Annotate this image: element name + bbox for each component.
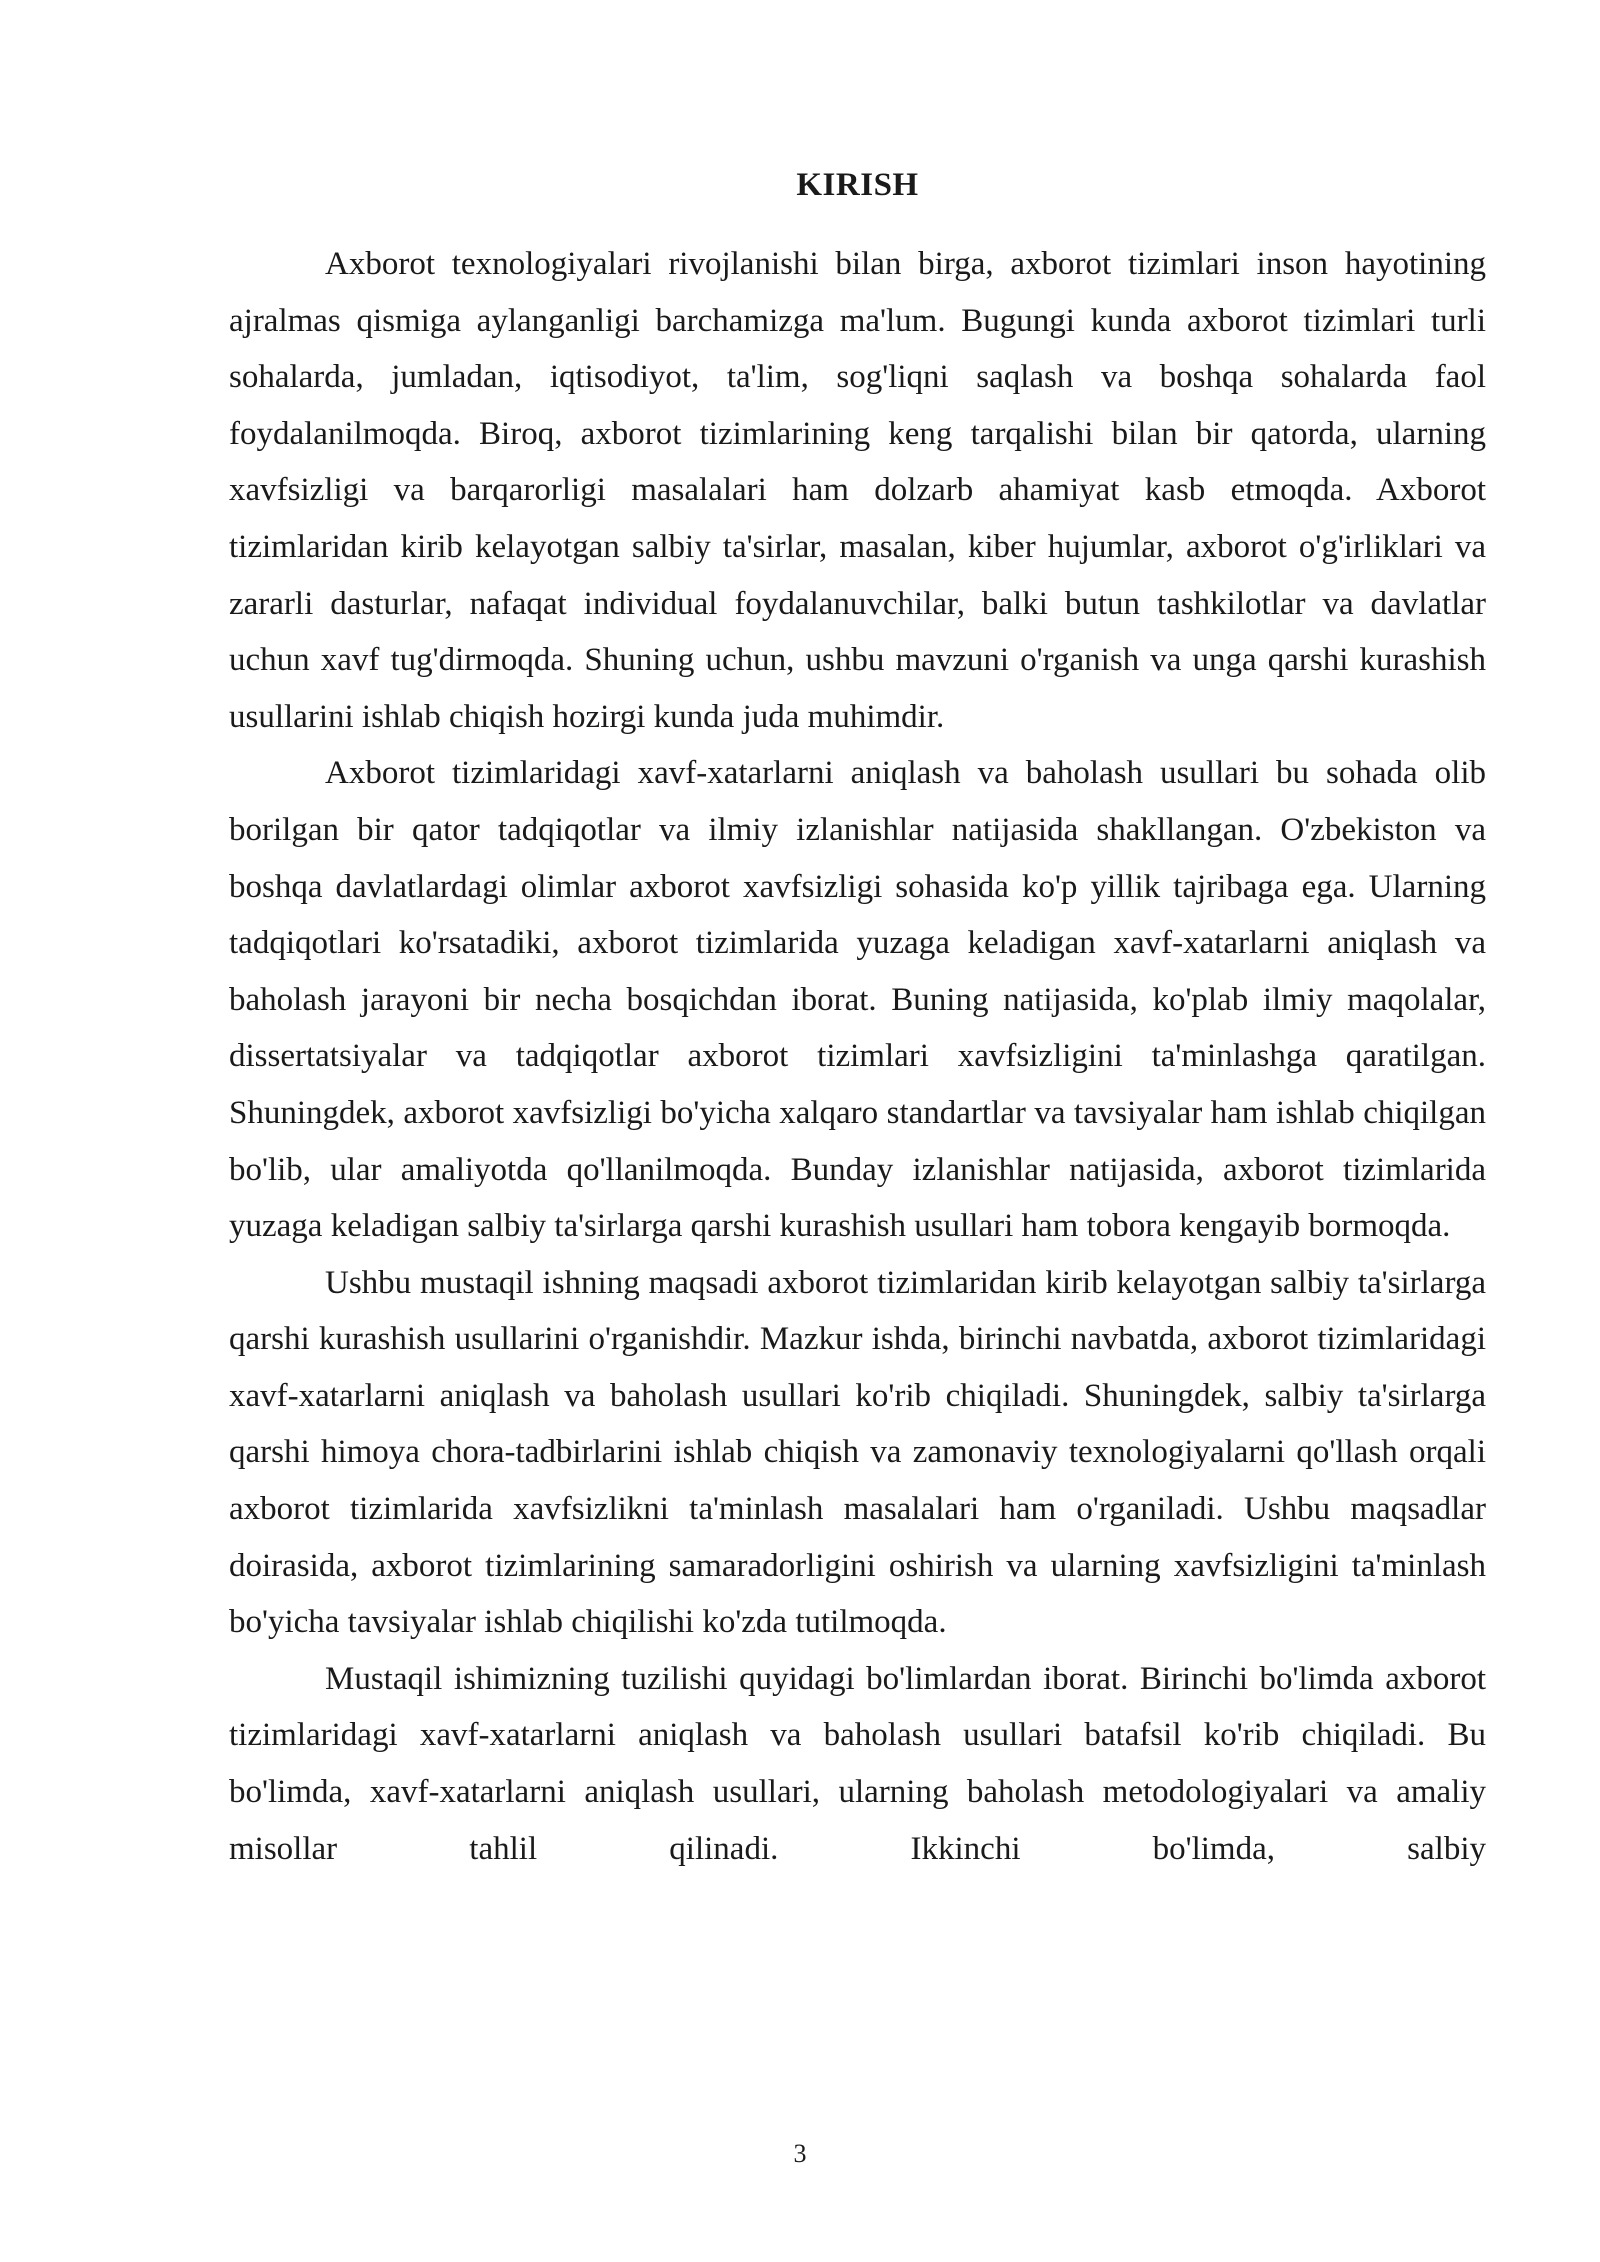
page-number: 3: [793, 2139, 807, 2168]
paragraph-structure: Mustaqil ishimizning tuzilishi quyidagi bo'limlardan iborat. Birinchi bo'limda axborot tizimlaridagi xavf-xatarlarni aniqlash va baholash usullari batafsil ko'rib chiqiladi. Bu bo'limda, xavf-xatarlarni aniqlash usullari, ularning baholash metodologiyalari va amaliy misollar tahlil qilinadi. Ikkinchi bo'limda, salbiy: [229, 1660, 1486, 1867]
paragraph-goal: Ushbu mustaqil ishning maqsadi axborot tizimlaridan kirib kelayotgan salbiy ta'sirlarga qarshi kurashish usullarini o'rganishdir. Mazkur ishda, birinchi navbatda, axborot tizimlaridagi xavf-xatarlarni aniqlash va baholash usullari ko'rib chiqiladi. Shuningdek, salbiy ta'sirlarga qarshi himoya chora-tadbirlarini ishlab chiqish va zamonaviy texnologiyalarni qo'llash orqali axborot tizimlarida xavfsizlikni ta'minlash masalalari ham o'rganiladi. Ushbu maqsadlar doirasida, axborot tizimlarining samaradorligini oshirish va ularning xavfsizligini ta'minlash bo'yicha tavsiyalar ishlab chiqilishi ko'zda tutilmoqda.: [229, 1264, 1486, 1641]
paragraph-research: Axborot tizimlaridagi xavf-xatarlarni aniqlash va baholash usullari bu sohada olib borilgan bir qator tadqiqotlar va ilmiy izlanishlar natijasida shakllangan. O'zbekiston va boshqa davlatlardagi olimlar axborot xavfsizligi sohasida ko'p yillik tajribaga ega. Ularning tadqiqotlari ko'rsatadiki, axborot tizimlarida yuzaga keladigan xavf-xatarlarni aniqlash va baholash jarayoni bir necha bosqichdan iborat. Buning natijasida, ko'plab ilmiy maqolalar, dissertatsiyalar va tadqiqotlar axborot tizimlari xavfsizligini ta'minlashga qaratilgan. Shuningdek, axborot xavfsizligi bo'yicha xalqaro standartlar va tavsiyalar ham ishlab chiqilgan bo'lib, ular amaliyotda qo'llanilmoqda. Bunday izlanishlar natijasida, axborot tizimlarida yuzaga keladigan salbiy ta'sirlarga qarshi kurashish usullari ham tobora kengayib bormoqda.: [229, 755, 1486, 1245]
document-page: [229, 160, 1486, 1877]
section-title: KIRISH: [796, 167, 919, 203]
paragraph-intro: Axborot texnologiyalari rivojlanishi bilan birga, axborot tizimlari inson hayotining ajralmas qismiga aylanganligi barchamizga ma'lum. Bugungi kunda axborot tizimlari turli sohalarda, jumladan, iqtisodiyot, ta'lim, sog'liqni saqlash va boshqa sohalarda faol foydalanilmoqda. Biroq, axborot tizimlarining keng tarqalishi bilan bir qatorda, ularning xavfsizligi va barqarorligi masalalari ham dolzarb ahamiyat kasb etmoqda. Axborot tizimlaridan kirib kelayotgan salbiy ta'sirlar, masalan, kiber hujumlar, axborot o'g'irliklari va zararli dasturlar, nafaqat individual foydalanuvchilar, balki butun tashkilotlar va davlatlar uchun xavf tug'dirmoqda. Shuning uchun, ushbu mavzuni o'rganish va unga qarshi kurashish usullarini ishlab chiqish hozirgi kunda juda muhimdir.: [229, 246, 1486, 735]
